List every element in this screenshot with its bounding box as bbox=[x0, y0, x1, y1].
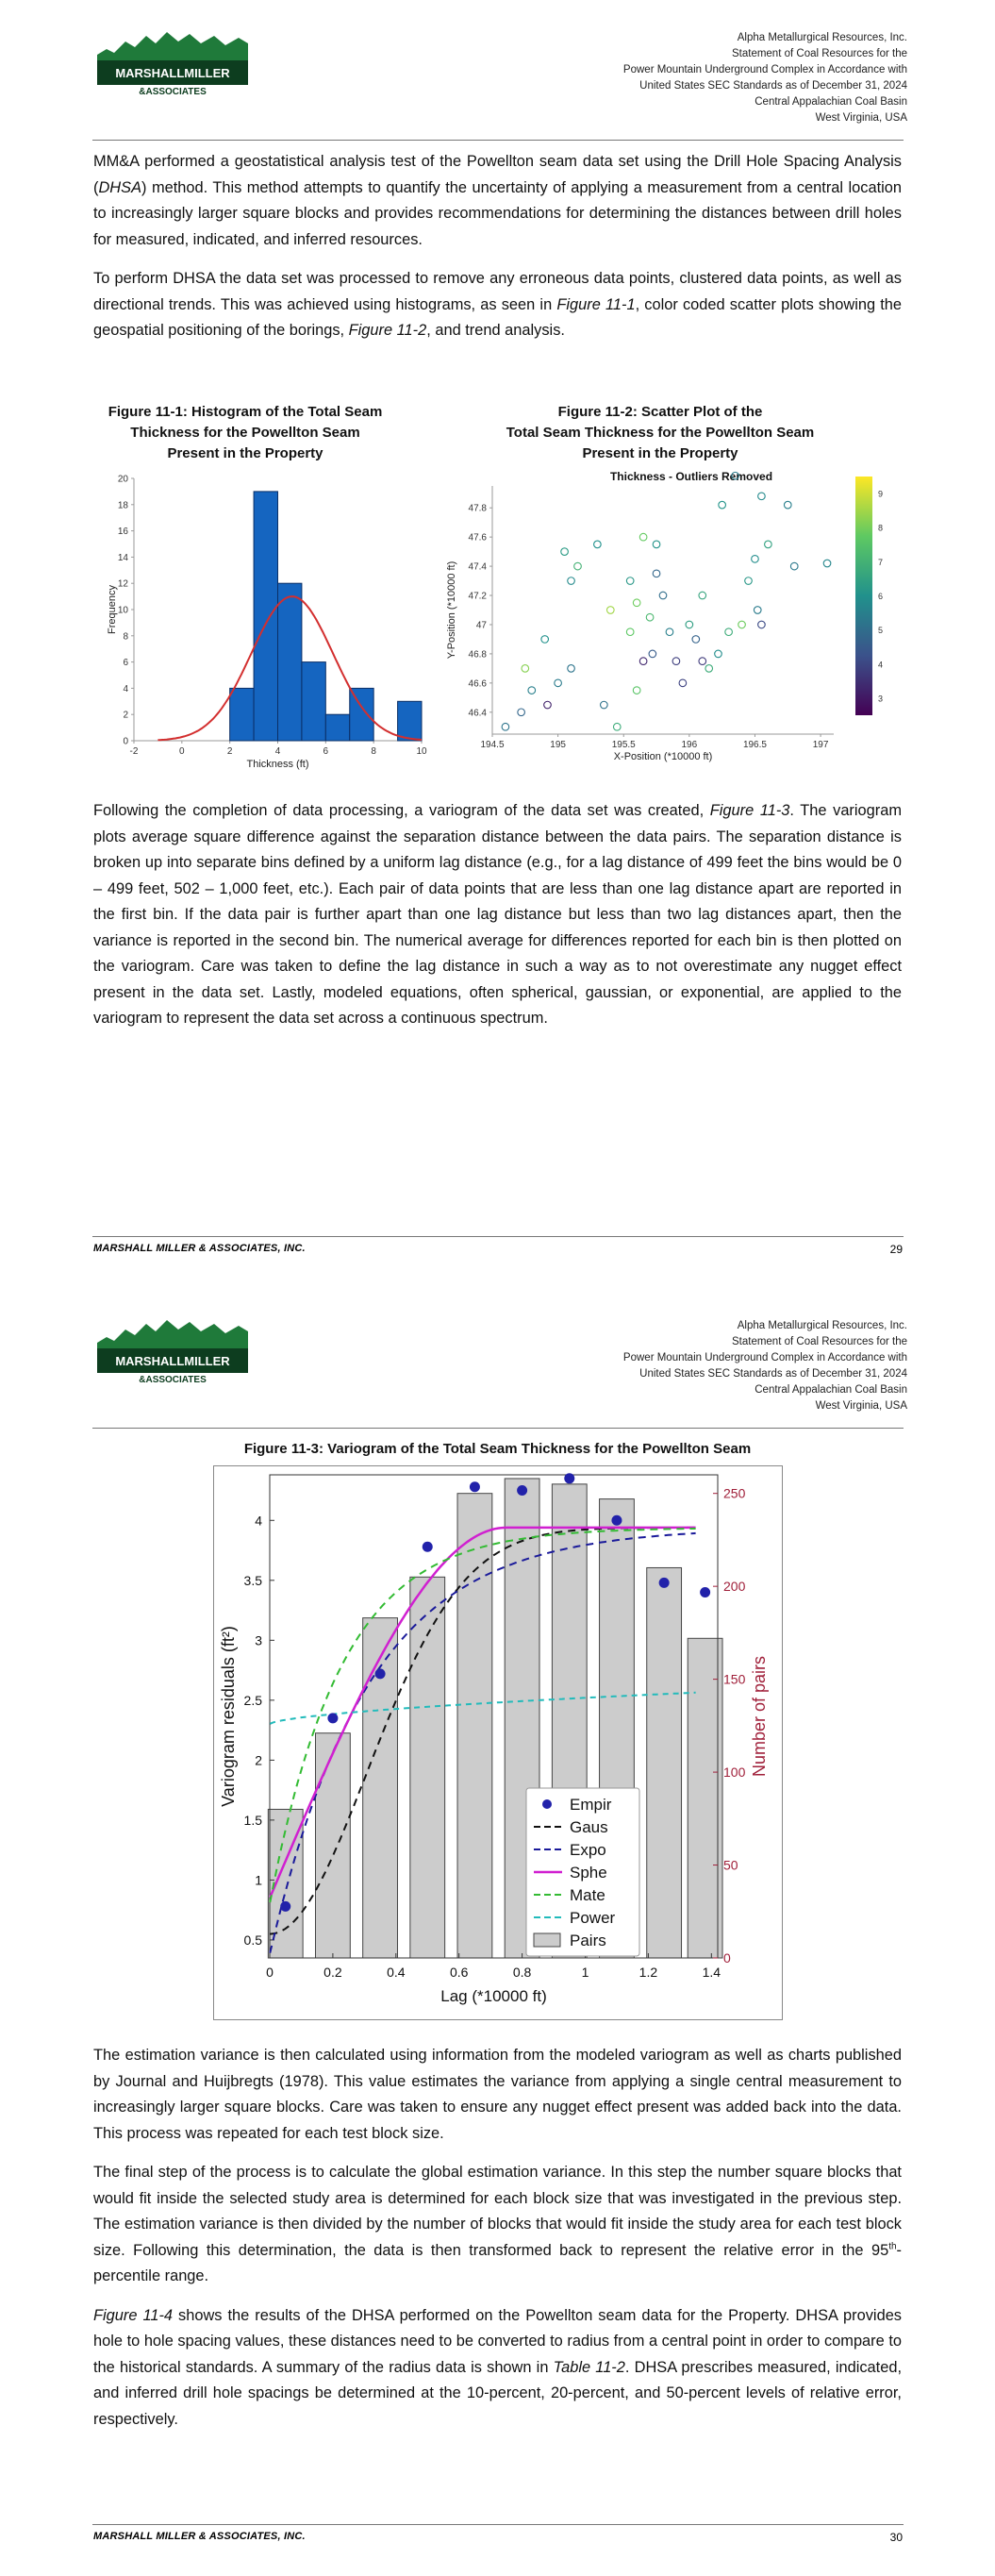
header-line: Alpha Metallurgical Resources, Inc. bbox=[737, 1320, 907, 1331]
x-tick-label: 195 bbox=[550, 740, 566, 750]
y-tick-label: 2 bbox=[123, 710, 128, 721]
y-tick-label: 2.5 bbox=[243, 1692, 262, 1708]
scatter-point bbox=[649, 650, 656, 658]
figure-11-3-caption: Figure 11-3: Variogram of the Total Seam Thickness for the Powellton Seam bbox=[243, 1441, 752, 1457]
text-run: The final step of the process is to calculate the global estimation variance. In this step the number square blocks that would fit inside the selected study area is determined for each block size that was investigated in the previous step. The estimation variance is then divided by the number of blocks that would fit inside the study area for each test block size. Following this determination, the data is then transformed back to represent the relative error in the 95 bbox=[93, 2164, 902, 2259]
paragraph: The estimation variance is then calculated using information from the modeled variogram as well as charts published by Journal and Huijbregts (1978). This value estimates the variance from applying a single central measurement to increasingly larger square blocks. Care was taken to ensure any nugget effect present was added back into the data. This process was repeated for each test block size. bbox=[93, 2047, 902, 2142]
empirical-point bbox=[375, 1668, 386, 1679]
pairs-bar bbox=[647, 1567, 682, 1958]
scatter-point bbox=[745, 577, 753, 585]
text-run: shows the results of the DHSA performed on the Powellton seam data for the Property. DHSA provides hole to hole spacing values, these distances need to be converted to radius from a central point in order to compare to the historical standards. A summary of the radius data is shown in bbox=[93, 2306, 902, 2376]
text-run: MM&A performed a geostatistical analysis test of the Powellton seam data set using the Drill Hole Spacing Analysis ( bbox=[93, 153, 902, 196]
x-tick-label: 0.8 bbox=[512, 1965, 532, 1980]
caption-line: Total Seam Thickness for the Powellton Seam bbox=[506, 425, 815, 441]
legend-swatch-empir bbox=[542, 1799, 552, 1809]
x-axis-title: Lag (*10000 ft) bbox=[440, 1987, 547, 2005]
histogram-bar bbox=[350, 688, 373, 741]
header-line: United States SEC Standards as of December 31, 2024 bbox=[639, 1368, 907, 1380]
header-line: Alpha Metallurgical Resources, Inc. bbox=[737, 32, 907, 43]
y-right-tick-label: 150 bbox=[723, 1671, 746, 1687]
body-text-2 bbox=[93, 798, 902, 1032]
legend-label: Gaus bbox=[570, 1818, 608, 1836]
y-axis-title: Variogram residuals (ft²) bbox=[219, 1626, 238, 1807]
colorbar-tick-label: 8 bbox=[878, 523, 884, 533]
colorbar-tick-label: 5 bbox=[878, 626, 884, 636]
y-axis-title: Frequency bbox=[107, 585, 118, 634]
text-run: ) method. This method attempts to quantify the uncertainty of applying a measurement from a central location to increasingly larger square blocks and provides recommendations for determining the distances between drill holes for measured, indicated, and inferred resources. bbox=[93, 178, 902, 248]
x-tick-label: 0.4 bbox=[387, 1965, 406, 1980]
scatter-point bbox=[613, 723, 621, 730]
scatter-point bbox=[752, 556, 759, 563]
scatter-point bbox=[715, 650, 722, 658]
scatter-point bbox=[659, 592, 667, 599]
company-logo bbox=[97, 28, 248, 98]
figure-11-1-caption bbox=[94, 402, 396, 464]
paragraph bbox=[93, 2303, 902, 2434]
empirical-point bbox=[611, 1515, 622, 1526]
page-30 bbox=[0, 1288, 995, 2576]
scatter-point bbox=[522, 665, 529, 673]
scatter-point bbox=[518, 709, 525, 716]
y-tick-label: 12 bbox=[117, 578, 128, 590]
header-line: Power Mountain Underground Complex in Accordance with bbox=[622, 1352, 907, 1363]
variogram-chart bbox=[213, 1465, 783, 2020]
scatter-point bbox=[672, 658, 680, 665]
y-tick-label: 3 bbox=[255, 1632, 262, 1648]
x-tick-label: 2 bbox=[226, 746, 233, 757]
y-tick-label: 4 bbox=[255, 1513, 262, 1529]
y-tick-label: 14 bbox=[117, 552, 128, 563]
scatter-point bbox=[555, 679, 562, 687]
empirical-point bbox=[423, 1542, 433, 1552]
empirical-point bbox=[659, 1578, 670, 1588]
y-tick-label: 6 bbox=[123, 658, 128, 669]
page-number: 29 bbox=[889, 1243, 903, 1256]
colorbar-tick-label: 3 bbox=[878, 694, 884, 704]
text-run: . DHSA prescribes measured, indicated, and inferred drill hole spacings be determined at the 10-percent, 20-percent, and 50-percent levels of relative error, respectively. bbox=[93, 2358, 903, 2428]
y-tick-label: 46.8 bbox=[468, 649, 487, 661]
scatter-point bbox=[626, 628, 634, 636]
scatter-point bbox=[633, 687, 640, 694]
text-run: , color coded scatter plots showing the geospatial positioning of the borings, bbox=[93, 295, 903, 339]
text-run: -percentile range. bbox=[93, 2241, 902, 2284]
scatter-point bbox=[719, 501, 726, 509]
scatter-point bbox=[541, 636, 549, 644]
x-tick-label: 6 bbox=[323, 746, 329, 757]
scatter-point bbox=[758, 621, 766, 628]
x-axis-title: X-Position (*10000 ft) bbox=[613, 751, 713, 762]
figure-ref: Figure 11-3 bbox=[709, 802, 790, 819]
scatter-point bbox=[784, 501, 791, 509]
scatter-point bbox=[699, 592, 706, 599]
mountain-logo-icon bbox=[97, 32, 248, 60]
x-axis-title: Thickness (ft) bbox=[246, 759, 309, 770]
footer-company: MARSHALL MILLER & ASSOCIATES, INC. bbox=[93, 1243, 306, 1254]
scatter-point bbox=[738, 621, 746, 628]
scatter-point bbox=[561, 548, 569, 556]
header-line: West Virginia, USA bbox=[815, 1400, 907, 1412]
x-tick-label: 197 bbox=[812, 740, 829, 750]
scatter-point bbox=[544, 701, 552, 709]
histogram-bar bbox=[302, 662, 325, 741]
scatter-point bbox=[754, 607, 761, 614]
x-tick-label: 8 bbox=[371, 746, 376, 757]
colorbar-tick-label: 9 bbox=[878, 489, 884, 499]
legend-label: Expo bbox=[570, 1841, 606, 1859]
scatter-point bbox=[594, 541, 602, 548]
y-tick-label: 46.6 bbox=[468, 678, 487, 690]
y-axis-title: Y-Position (*10000 ft) bbox=[446, 560, 457, 660]
colorbar bbox=[855, 477, 872, 715]
legend-label: Sphe bbox=[570, 1864, 607, 1882]
body-text bbox=[93, 149, 902, 344]
empirical-point bbox=[700, 1587, 710, 1597]
paragraph bbox=[93, 149, 902, 253]
histogram-bar bbox=[325, 714, 349, 741]
scatter-point bbox=[823, 560, 831, 567]
scatter-point bbox=[502, 723, 509, 730]
y-tick-label: 47.2 bbox=[468, 591, 487, 602]
caption-line: Figure 11-2: Scatter Plot of the bbox=[557, 404, 763, 420]
legend-label: Power bbox=[570, 1909, 616, 1927]
caption-line: Present in the Property bbox=[582, 445, 738, 461]
paragraph bbox=[93, 2160, 902, 2290]
y-tick-label: 2 bbox=[255, 1752, 262, 1768]
y-right-tick-label: 250 bbox=[723, 1485, 746, 1501]
y-tick-label: 8 bbox=[123, 631, 128, 643]
y-tick-label: 1 bbox=[255, 1872, 262, 1888]
colorbar-tick-label: 4 bbox=[878, 660, 884, 670]
paragraph bbox=[93, 266, 902, 344]
header-block bbox=[417, 30, 907, 126]
scatter-point bbox=[725, 628, 733, 636]
caption-line: Figure 11-1: Histogram of the Total Seam bbox=[108, 404, 383, 420]
logo-text-2: &ASSOCIATES bbox=[139, 1375, 207, 1385]
header-rule bbox=[92, 140, 904, 141]
x-tick-label: -2 bbox=[129, 746, 139, 757]
scatter-point bbox=[639, 658, 647, 665]
x-tick-label: 1 bbox=[581, 1965, 589, 1980]
empirical-point bbox=[564, 1473, 574, 1483]
scatter-point bbox=[666, 628, 673, 636]
y-tick-label: 1.5 bbox=[243, 1812, 262, 1828]
body-text bbox=[93, 2043, 902, 2433]
scatter-point bbox=[568, 577, 575, 585]
colorbar-tick-label: 7 bbox=[878, 557, 884, 567]
pairs-bar bbox=[688, 1638, 722, 1958]
logo-text-1: MARSHALLMILLER bbox=[115, 66, 230, 80]
empirical-point bbox=[327, 1713, 338, 1723]
y-right-axis-title: Number of pairs bbox=[750, 1655, 769, 1778]
header-line: Power Mountain Underground Complex in Accordance with bbox=[622, 64, 907, 75]
header-line: Statement of Coal Resources for the bbox=[731, 1336, 907, 1347]
scatter-point bbox=[758, 493, 766, 500]
scatter-point bbox=[686, 621, 693, 628]
text-run: To perform DHSA the data set was processed to remove any erroneous data points, clustered data points, as well as directional trends. This was achieved using histograms, as seen in bbox=[93, 270, 902, 313]
scatter-point bbox=[601, 701, 608, 709]
caption-line: Present in the Property bbox=[167, 445, 323, 461]
legend-label: Empir bbox=[570, 1796, 612, 1814]
text-run: Following the completion of data processing, a variogram of the data set was created, bbox=[93, 802, 710, 819]
y-tick-label: 47.6 bbox=[468, 532, 487, 544]
header-line: West Virginia, USA bbox=[815, 112, 907, 124]
scatter-point bbox=[765, 541, 772, 548]
scatter-point bbox=[692, 636, 700, 644]
x-tick-label: 196 bbox=[681, 740, 698, 750]
scatter-point bbox=[574, 562, 582, 570]
y-tick-label: 47.8 bbox=[468, 503, 487, 514]
scatter-point bbox=[568, 665, 575, 673]
scatter-point bbox=[790, 562, 798, 570]
scatter-point bbox=[528, 687, 536, 694]
y-tick-label: 0.5 bbox=[243, 1932, 262, 1948]
pairs-bar bbox=[316, 1733, 351, 1958]
header-rule bbox=[92, 1428, 904, 1429]
superscript: th bbox=[888, 2241, 897, 2252]
y-tick-label: 18 bbox=[117, 500, 128, 511]
x-tick-label: 1.4 bbox=[702, 1965, 721, 1980]
footer-rule bbox=[92, 2524, 904, 2525]
y-tick-label: 20 bbox=[117, 474, 128, 485]
x-tick-label: 1.2 bbox=[638, 1965, 658, 1980]
y-tick-label: 3.5 bbox=[243, 1572, 262, 1588]
y-right-tick-label: 100 bbox=[723, 1765, 746, 1781]
histogram-chart bbox=[106, 467, 431, 778]
header-line: Central Appalachian Coal Basin bbox=[755, 96, 907, 108]
scatter-point bbox=[705, 665, 713, 673]
text-run: . The variogram plots average square difference against the separation distance between the data pairs. The separation distance is broken up into separate bins defined by a uniform lag distance (e.g., for a lag distance of 499 feet the bins would be 0 – 499 feet, 502 – 1,000 feet, etc.). Each pair of data points that are less than one lag distance apart are reported in the first bin. If the data pair is further apart than one lag distance but less than two lag distances apart, then the variance is reported in the second bin. The numerical average for differences reported for each bin is then plotted on the variogram. Care was taken to define the lag distance in such a way as to not overestimate any nugget effect present in the data set. Lastly, modeled equations, often spherical, gaussian, or exponential, are applied to the variogram to represent the data set across a continuous spectrum. bbox=[93, 802, 902, 1027]
y-tick-label: 4 bbox=[123, 683, 128, 694]
x-tick-label: 0 bbox=[179, 746, 185, 757]
colorbar-tick-label: 6 bbox=[878, 592, 884, 601]
x-tick-label: 4 bbox=[274, 746, 281, 757]
y-tick-label: 16 bbox=[117, 527, 128, 538]
company-logo bbox=[97, 1316, 248, 1386]
scatter-point bbox=[646, 613, 654, 621]
empirical-point bbox=[470, 1481, 480, 1492]
table-ref: Table 11-2 bbox=[553, 2358, 625, 2376]
header-line: United States SEC Standards as of December 31, 2024 bbox=[639, 80, 907, 92]
x-tick-label: 196.5 bbox=[742, 740, 767, 750]
footer-rule bbox=[92, 1236, 904, 1237]
y-tick-label: 47 bbox=[475, 620, 487, 631]
mountain-logo-icon bbox=[97, 1320, 248, 1348]
scatter-point bbox=[607, 607, 615, 614]
y-right-tick-label: 50 bbox=[723, 1857, 738, 1873]
scatter-point bbox=[679, 679, 687, 687]
page-number: 30 bbox=[889, 2531, 903, 2544]
x-tick-label: 194.5 bbox=[480, 740, 505, 750]
x-tick-label: 10 bbox=[416, 746, 427, 757]
scatter-point bbox=[626, 577, 634, 585]
scatter-title: Thickness - Outliers Removed bbox=[609, 470, 773, 483]
scatter-point bbox=[633, 599, 640, 607]
figure-ref: Figure 11-4 bbox=[93, 2306, 174, 2324]
y-tick-label: 47.4 bbox=[468, 561, 487, 573]
logo-text-1: MARSHALLMILLER bbox=[115, 1354, 230, 1368]
paragraph bbox=[93, 798, 902, 1032]
empirical-point bbox=[517, 1485, 527, 1496]
scatter-point bbox=[653, 570, 660, 577]
logo-text-2: &ASSOCIATES bbox=[139, 87, 207, 97]
text-run: DHSA bbox=[98, 178, 142, 196]
figure-11-2-caption bbox=[472, 402, 849, 464]
empirical-point bbox=[280, 1901, 290, 1912]
legend-swatch-pairs bbox=[534, 1933, 560, 1947]
scatter-point bbox=[699, 658, 706, 665]
scatter-point bbox=[653, 541, 660, 548]
histogram-bar bbox=[398, 701, 422, 741]
y-right-tick-label: 0 bbox=[723, 1950, 731, 1965]
x-tick-label: 0.6 bbox=[449, 1965, 469, 1980]
histogram-bar bbox=[254, 492, 277, 741]
y-right-tick-label: 200 bbox=[723, 1579, 746, 1595]
legend-label: Mate bbox=[570, 1886, 605, 1904]
text-run: , and trend analysis. bbox=[426, 322, 565, 339]
y-tick-label: 0 bbox=[123, 736, 128, 747]
y-tick-label: 10 bbox=[117, 605, 128, 616]
figure-ref: Figure 11-2 bbox=[348, 322, 427, 339]
header-line: Central Appalachian Coal Basin bbox=[755, 1384, 907, 1396]
x-tick-label: 0.2 bbox=[323, 1965, 342, 1980]
x-tick-label: 195.5 bbox=[611, 740, 636, 750]
figure-ref: Figure 11-1 bbox=[556, 295, 636, 313]
legend-label: Pairs bbox=[570, 1932, 606, 1949]
header-block bbox=[417, 1318, 907, 1414]
histogram-bar bbox=[278, 583, 302, 741]
header-line: Statement of Coal Resources for the bbox=[731, 48, 907, 59]
scatter-point bbox=[639, 533, 647, 541]
caption-line: Thickness for the Powellton Seam bbox=[130, 425, 360, 441]
pairs-bar bbox=[457, 1494, 492, 1958]
scatter-chart bbox=[436, 467, 905, 778]
footer-company: MARSHALL MILLER & ASSOCIATES, INC. bbox=[93, 2531, 306, 2542]
histogram-bar bbox=[230, 688, 254, 741]
y-tick-label: 46.4 bbox=[468, 708, 487, 719]
x-tick-label: 0 bbox=[266, 1965, 274, 1980]
